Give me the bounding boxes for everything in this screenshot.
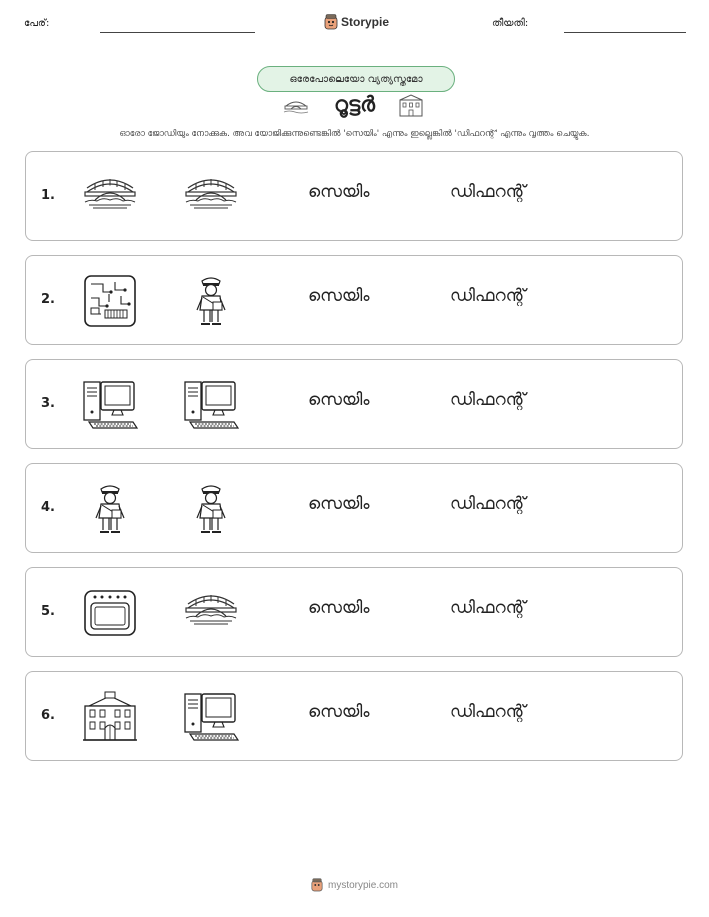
- name-line: [100, 32, 255, 33]
- name-label: പേര്:: [24, 18, 50, 29]
- date-line: [564, 32, 686, 33]
- different-option[interactable]: ഡിഫറന്റ്: [450, 286, 526, 306]
- question-row: [25, 359, 683, 449]
- question-row: [25, 671, 683, 761]
- oven-icon: [81, 586, 139, 640]
- question-number: 5.: [41, 604, 55, 619]
- storypie-logo: [324, 14, 389, 30]
- same-option[interactable]: സെയിം: [308, 182, 370, 202]
- question-row: [25, 567, 683, 657]
- worksheet-title: റൂട്ടർ: [334, 92, 375, 116]
- different-option[interactable]: ഡിഫറന്റ്: [450, 598, 526, 618]
- bridge-icon: [182, 586, 240, 640]
- worksheet-header: [0, 14, 709, 38]
- date-label: തീയതി:: [492, 18, 529, 29]
- badge-label: ഒരേപോലെയോ വ്യത്യസ്തമോ: [289, 73, 423, 85]
- logo-text: Storypie: [341, 15, 390, 29]
- different-option[interactable]: ഡിഫറന്റ്: [450, 390, 526, 410]
- mail-carrier-icon: [182, 482, 240, 536]
- question-row: [25, 255, 683, 345]
- same-option[interactable]: സെയിം: [308, 598, 370, 618]
- circuit-board-icon: [81, 274, 139, 328]
- question-number: 1.: [41, 188, 55, 203]
- bridge-icon: [182, 170, 240, 224]
- different-option[interactable]: ഡിഫറന്റ്: [450, 182, 526, 202]
- computer-icon: [81, 378, 139, 432]
- different-option[interactable]: ഡിഫറന്റ്: [450, 702, 526, 722]
- building-icon: [81, 690, 139, 744]
- footer: [0, 878, 709, 892]
- same-option[interactable]: സെയിം: [308, 390, 370, 410]
- question-number: 3.: [41, 396, 55, 411]
- question-number: 2.: [41, 292, 55, 307]
- question-number: 6.: [41, 708, 55, 723]
- mail-carrier-icon: [182, 274, 240, 328]
- computer-icon: [182, 690, 240, 744]
- storypie-mascot-icon: [311, 878, 323, 892]
- same-option[interactable]: സെയിം: [308, 286, 370, 306]
- mail-carrier-icon: [81, 482, 139, 536]
- footer-url: mystorypie.com: [327, 879, 398, 891]
- question-row: [25, 463, 683, 553]
- title-row: [0, 92, 709, 122]
- different-option[interactable]: ഡിഫറന്റ്: [450, 494, 526, 514]
- question-row: [25, 151, 683, 241]
- question-number: 4.: [41, 500, 55, 515]
- storypie-mascot-icon: [324, 14, 338, 30]
- computer-icon: [182, 378, 240, 432]
- same-option[interactable]: സെയിം: [308, 494, 370, 514]
- worksheet-type-badge: [257, 66, 455, 92]
- same-option[interactable]: സെയിം: [308, 702, 370, 722]
- instructions-text: ഓരോ ജോഡിയും നോക്കുക. അവ യോജിക്കുന്നുണ്ടെങ്കിൽ 'സെയിം' എന്നും ഇല്ലെങ്കിൽ 'ഡിഫറന്റ്' എന്നും വൃത്തം ചെയ്യുക.: [119, 129, 590, 139]
- bridge-icon: [81, 170, 139, 224]
- building-icon: [398, 94, 424, 118]
